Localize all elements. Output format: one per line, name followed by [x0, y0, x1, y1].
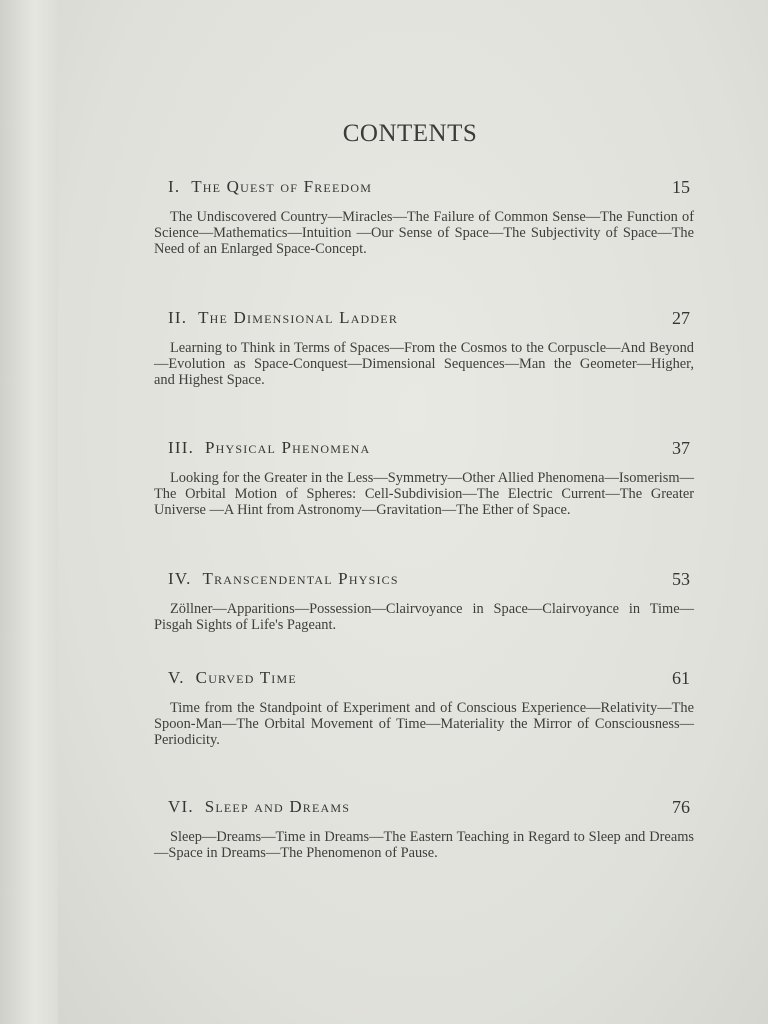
chapter-header: [154, 177, 694, 203]
chapter-header: [154, 569, 694, 595]
chapter-page-number: 61: [672, 668, 690, 688]
chapter-entry-4: [154, 569, 694, 633]
book-gutter: [0, 0, 59, 1024]
chapter-numeral: II.: [168, 308, 188, 327]
chapter-header: [154, 308, 694, 334]
chapter-numeral: VI.: [168, 797, 194, 816]
chapter-header: [154, 797, 694, 823]
chapter-header: [154, 668, 694, 694]
chapter-name: The Dimensional Ladder: [198, 308, 399, 327]
chapter-summary: Zöllner—Apparitions—Possession—Clairvoyance in Space—Clairvoyance in Time—Pisgah Sights of Life's Pageant.: [154, 601, 694, 633]
chapter-summary: Sleep—Dreams—Time in Dreams—The Eastern Teaching in Regard to Sleep and Dreams—Space in Dreams—The Phenomenon of Pause.: [154, 829, 694, 861]
chapter-title: [168, 308, 398, 328]
chapter-title: [168, 797, 350, 817]
chapter-page-number: 37: [672, 438, 690, 458]
chapter-numeral: I.: [168, 177, 181, 196]
chapter-entry-3: [154, 438, 694, 518]
chapter-summary: Learning to Think in Terms of Spaces—From the Cosmos to the Corpuscle—And Beyond—Evolution as Space-Conquest—Dimensional Sequences—Man the Geometer—Higher, and Highest Space.: [154, 340, 694, 388]
chapter-entry-5: [154, 668, 694, 748]
chapter-numeral: III.: [168, 438, 195, 457]
chapter-name: Transcendental Physics: [202, 569, 399, 588]
chapter-name: Curved Time: [195, 668, 297, 687]
chapter-title: [168, 668, 297, 688]
chapter-page-number: 53: [672, 569, 690, 589]
chapter-summary: Looking for the Greater in the Less—Symmetry—Other Allied Phenomena—Isomerism—The Orbital Motion of Spheres: Cell-Subdivision—The Electric Current—The Greater Universe —A Hint from Astronomy—Gravitation—The Ether of Space.: [154, 470, 694, 518]
chapter-numeral: V.: [168, 668, 185, 687]
contents-page: [58, 0, 768, 1024]
page-title: CONTENTS: [342, 120, 478, 147]
chapter-summary: Time from the Standpoint of Experiment and of Conscious Experience—Relativity—The Spoon-Man—The Orbital Movement of Time—Materiality the Mirror of Consciousness—Periodicity.: [154, 700, 694, 748]
chapter-page-number: 76: [672, 797, 690, 817]
chapter-page-number: 15: [672, 177, 690, 197]
chapter-title: [168, 569, 399, 589]
chapter-page-number: 27: [672, 308, 690, 328]
chapter-name: The Quest of Freedom: [191, 177, 373, 196]
chapter-name: Physical Phenomena: [204, 438, 371, 457]
chapter-title: [168, 177, 372, 197]
chapter-header: [154, 438, 694, 464]
chapter-entry-1: [154, 177, 694, 257]
chapter-title: [168, 438, 370, 458]
chapter-entry-2: [154, 308, 694, 388]
chapter-entry-6: [154, 797, 694, 861]
chapter-name: Sleep and Dreams: [204, 797, 351, 816]
chapter-numeral: IV.: [168, 569, 192, 588]
chapter-summary: The Undiscovered Country—Miracles—The Failure of Common Sense—The Function of Science—Mathematics—Intuition —Our Sense of Space—The Subjectivity of Space—The Need of an Enlarged Space-Concept.: [154, 209, 694, 257]
